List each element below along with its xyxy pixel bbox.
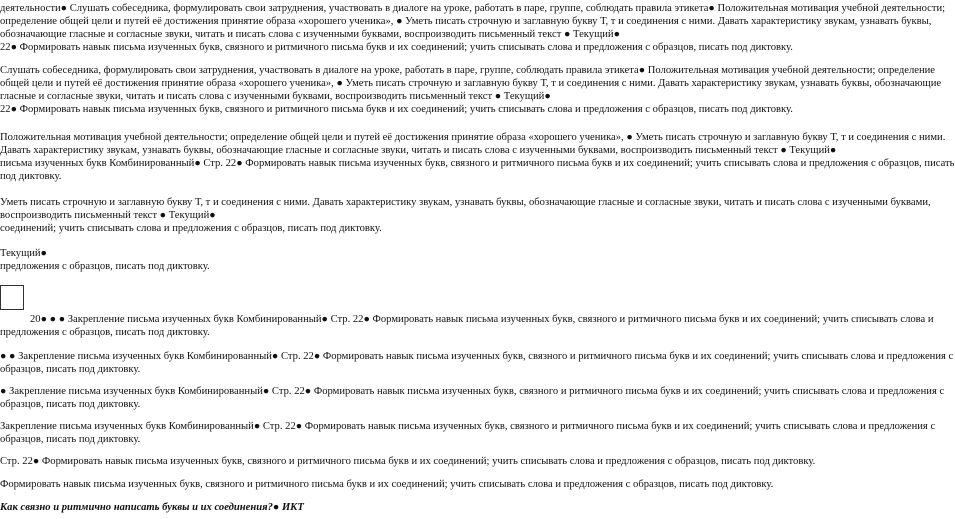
text-line-15: соединений; учить списывать слова и предложения с образцов, писать под диктовку.: [0, 223, 382, 234]
text-line-17: предложения с образцов, писать под диктовку.: [0, 261, 210, 272]
text-line-9: Положительная мотивация учебной деятельности; определение общей цели и путей её достижения принятие образа «хорошего ученика», ● Уметь писать строчную и заглавную букву Т, т и соединения с ними.: [0, 132, 946, 143]
text-line-27: Формировать навык письма изученных букв, связного и ритмичного письма букв и их соединений; учить списывать слова и предложения с образцов, писать под диктовку.: [0, 479, 774, 490]
text-line-2: определение общей цели и путей её достижения принятие образа «хорошего ученика», ● Уметь писать строчную и заглавную букву Т, т и соединения с ними. Давать характеристику звукам, узнавать буквы,: [0, 16, 932, 27]
text-line-8: 22● Формировать навык письма изученных букв, связного и ритмичного письма букв и их соединений; учить списывать слова и предложения с образцов, писать под диктовку.: [0, 104, 793, 115]
text-line-22: ● Закрепление письма изученных букв Комбинированный● Стр. 22● Формировать навык письма изученных букв, связного и ритмичного письма букв и их соединений; учить списывать слова и предложения с: [0, 386, 945, 397]
text-line-23: образцов, писать под диктовку.: [0, 399, 141, 410]
text-line-16: Текущий●: [0, 248, 47, 259]
empty-cell-box: [0, 285, 24, 310]
text-line-6: общей цели и путей её достижения принятие образа «хорошего ученика», ● Уметь писать строчную и заглавную букву Т, т и соединения с ними. Давать характеристику звукам, узнавать буквы, обозначающие: [0, 78, 942, 89]
text-line-5: Слушать собеседника, формулировать свои затруднения, участвовать в диалоге на уроке, работать в паре, группе, соблюдать правила этикета● Положительная мотивация учебной деятельности; определение: [0, 65, 935, 76]
question-line: Как связно и ритмично написать буквы и их соединения?● ИКТ: [0, 502, 304, 513]
text-line-12: под диктовку.: [0, 171, 62, 182]
text-line-10: Давать характеристику звукам, узнавать буквы, обозначающие гласные и согласные звуки, читать и писать слова с изученными буквами, воспроизводить письменный текст ● Текущий●: [0, 145, 837, 156]
text-line-24: Закрепление письма изученных букв Комбинированный● Стр. 22● Формировать навык письма изученных букв, связного и ритмичного письма букв и их соединений; учить списывать слова и предложения с: [0, 421, 936, 432]
text-line-3: обозначающие гласные и согласные звуки, читать и писать слова с изученными буквами, воспроизводить письменный текст ● Текущий●: [0, 29, 620, 40]
text-line-19: предложения с образцов, писать под диктовку.: [0, 327, 210, 338]
text-line-21: образцов, писать под диктовку.: [0, 364, 141, 375]
text-line-26: Стр. 22● Формировать навык письма изученных букв, связного и ритмичного письма букв и их соединений; учить списывать слова и предложения с образцов, писать под диктовку.: [0, 456, 816, 467]
text-line-4: 22● Формировать навык письма изученных букв, связного и ритмичного письма букв и их соединений; учить списывать слова и предложения с образцов, писать под диктовку.: [0, 42, 793, 53]
text-line-14: воспроизводить письменный текст ● Текущий●: [0, 210, 216, 221]
text-line-11: письма изученных букв Комбинированный● Стр. 22● Формировать навык письма изученных букв, связного и ритмичного письма букв и их соединений; учить списывать слова и предложения с образцов, писать: [0, 158, 955, 169]
text-line-18: 20● ● ● Закрепление письма изученных букв Комбинированный● Стр. 22● Формировать навык письма изученных букв, связного и ритмичного письма букв и их соединений; учить списывать слова и: [30, 314, 934, 325]
text-line-7: гласные и согласные звуки, читать и писать слова с изученными буквами, воспроизводить письменный текст ● Текущий●: [0, 91, 551, 102]
text-line-20: ● ● Закрепление письма изученных букв Комбинированный● Стр. 22● Формировать навык письма изученных букв, связного и ритмичного письма букв и их соединений; учить списывать слова и предложения с: [0, 351, 954, 362]
text-line-25: образцов, писать под диктовку.: [0, 434, 141, 445]
text-line-1: деятельности● Слушать собеседника, формулировать свои затруднения, участвовать в диалоге на уроке, работать в паре, группе, соблюдать правила этикета● Положительная мотивация учебной деятельности;: [0, 3, 946, 14]
text-line-13: Уметь писать строчную и заглавную букву Т, т и соединения с ними. Давать характеристику звукам, узнавать буквы, обозначающие гласные и согласные звуки, читать и писать слова с изученными буквами,: [0, 197, 931, 208]
